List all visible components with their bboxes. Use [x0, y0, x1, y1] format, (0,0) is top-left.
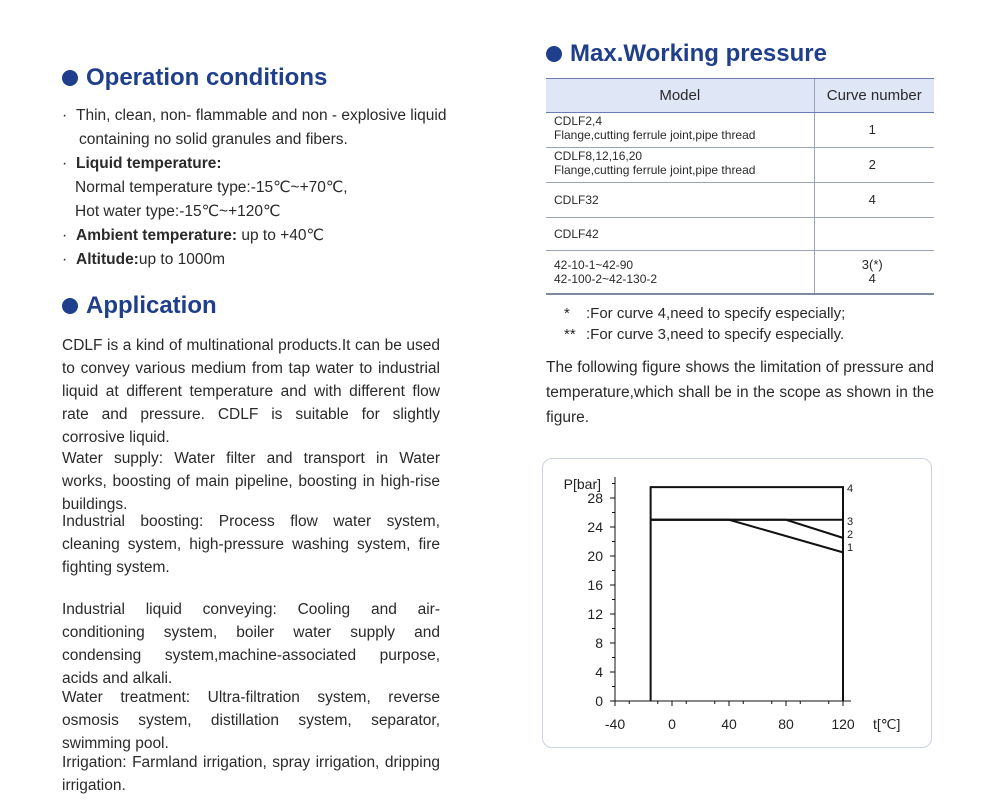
- application-paragraph: CDLF is a kind of multinational products.It can be used to convey various medium from tap water to industrial liquid at different temperature and with different flow rate and pressure. CDLF is suitable for slightly corrosive liquid.: [62, 337, 440, 446]
- y-tick-label: 0: [595, 693, 603, 709]
- table-row: [546, 183, 934, 218]
- bullet-mark: ·: [62, 251, 68, 268]
- bullet-mark: ·: [62, 107, 68, 124]
- series-label-3: 3: [847, 515, 854, 528]
- note-text: :For curve 3,need to specify especially.: [586, 326, 845, 343]
- table-header-row: [546, 79, 934, 113]
- application-paragraph: Water supply: Water filter and transport in Water works, boosting of main pipeline, boosting in high-rise buildings.: [62, 450, 440, 513]
- model-cell: [546, 218, 814, 251]
- application-title: Application: [86, 292, 217, 319]
- altitude-label: Altitude:: [76, 251, 139, 268]
- model-cell: [546, 251, 814, 295]
- y-tick-label: 12: [587, 606, 603, 622]
- model-cell: [546, 113, 814, 148]
- bullet-mark: ·: [62, 155, 68, 172]
- note-mark: **: [564, 326, 576, 343]
- curve-number: 2: [868, 157, 876, 172]
- pressure-temperature-chart: [542, 458, 932, 748]
- table-notes: [564, 303, 845, 345]
- note: [564, 303, 845, 324]
- model-name: CDLF32: [554, 193, 599, 207]
- y-tick-label: 28: [587, 490, 603, 506]
- model-range: 42-100-2~42-130-2: [554, 272, 658, 286]
- list-item-continuation: containing no solid granules and fibers.: [79, 131, 348, 148]
- curve-cell: [814, 183, 934, 218]
- list-item: [62, 248, 452, 272]
- y-tick-label: 8: [595, 635, 603, 651]
- chart-svg: [543, 459, 931, 747]
- application-paragraph: Industrial boosting: Process flow water system, cleaning system, high-pressure washing system, fire fighting system.: [62, 513, 440, 576]
- pressure-table: [546, 78, 934, 295]
- curve-number: 4: [868, 271, 876, 286]
- bullet-dot-icon: [62, 70, 78, 86]
- note-mark: *: [564, 305, 570, 322]
- normal-temperature-text: Normal temperature type:-15℃~+70℃,: [75, 179, 348, 196]
- curve-cell: [814, 113, 934, 148]
- model-name: CDLF8,12,16,20: [554, 149, 643, 163]
- model-range: 42-10-1~42-90: [554, 258, 634, 272]
- list-item: [62, 152, 452, 176]
- curve-cell: [814, 218, 934, 251]
- x-tick-label: -40: [604, 716, 626, 732]
- liquid-temperature-label: Liquid temperature:: [76, 155, 222, 172]
- operation-conditions-title: Operation conditions: [86, 64, 328, 91]
- y-axis-label: P[bar]: [563, 476, 601, 492]
- curve-cell: [814, 251, 934, 295]
- model-cell: [546, 183, 814, 218]
- model-name: CDLF2,4: [554, 114, 603, 128]
- x-tick-label: 0: [668, 716, 676, 732]
- note-text: :For curve 4,need to specify especially;: [586, 305, 846, 322]
- model-name: CDLF42: [554, 227, 599, 241]
- y-tick-label: 16: [587, 577, 603, 593]
- x-axis-label: t[℃]: [873, 716, 901, 732]
- curve-number: 1: [868, 122, 876, 137]
- y-tick-label: 4: [595, 664, 603, 680]
- series-line-1: [651, 520, 843, 553]
- max-working-pressure-heading: [546, 40, 827, 68]
- column-header-model: Model: [546, 79, 814, 113]
- list-item: [62, 104, 452, 128]
- application-paragraph: Irrigation: Farmland irrigation, spray irrigation, dripping irrigation.: [62, 754, 440, 794]
- table-row: [546, 251, 934, 295]
- series-label-2: 2: [847, 528, 854, 541]
- series-label-4: 4: [847, 483, 854, 496]
- model-detail: Flange,cutting ferrule joint,pipe thread: [554, 128, 756, 142]
- figure-description: The following figure shows the limitation of pressure and temperature,which shall be in the scope as shown in the figure.: [546, 359, 934, 426]
- altitude-value: up to 1000m: [138, 251, 226, 268]
- curve-number: 4: [868, 192, 876, 207]
- x-tick-label: 120: [831, 716, 855, 732]
- table-row: [546, 113, 934, 148]
- y-tick-label: 24: [587, 519, 603, 535]
- x-tick-label: 80: [778, 716, 794, 732]
- operation-conditions-list: [62, 104, 452, 272]
- hot-water-temperature-text: Hot water type:-15℃~+120℃: [75, 203, 281, 220]
- list-item: [62, 224, 452, 248]
- note: [564, 324, 845, 345]
- application-paragraph: Water treatment: Ultra-filtration system, reverse osmosis system, distillation system, separator, swimming pool.: [62, 689, 440, 752]
- model-cell: [546, 148, 814, 183]
- max-working-pressure-title: Max.Working pressure: [570, 40, 827, 67]
- operation-conditions-heading: [62, 64, 327, 92]
- ambient-temperature-value: up to +40℃: [237, 227, 324, 244]
- x-tick-label: 40: [721, 716, 737, 732]
- column-header-curve-number: Curve number: [814, 79, 934, 113]
- bullet-dot-icon: [546, 46, 562, 62]
- item-text: Thin, clean, non- flammable and non - explosive liquid: [76, 107, 447, 124]
- series-label-1: 1: [847, 541, 854, 554]
- application-heading: [62, 292, 217, 320]
- curve-cell: [814, 148, 934, 183]
- y-tick-label: 20: [587, 548, 603, 564]
- bullet-mark: ·: [62, 227, 68, 244]
- model-detail: Flange,cutting ferrule joint,pipe thread: [554, 163, 756, 177]
- series-line-2: [651, 520, 843, 538]
- bullet-dot-icon: [62, 298, 78, 314]
- table-row: [546, 148, 934, 183]
- application-paragraph: Industrial liquid conveying: Cooling and air-conditioning system, boiler water supply and condensing system,machine-associated purpose, acids and alkali.: [62, 601, 440, 687]
- ambient-temperature-label: Ambient temperature:: [76, 227, 238, 244]
- table-row: [546, 218, 934, 251]
- curve-number: 3(*): [861, 257, 883, 272]
